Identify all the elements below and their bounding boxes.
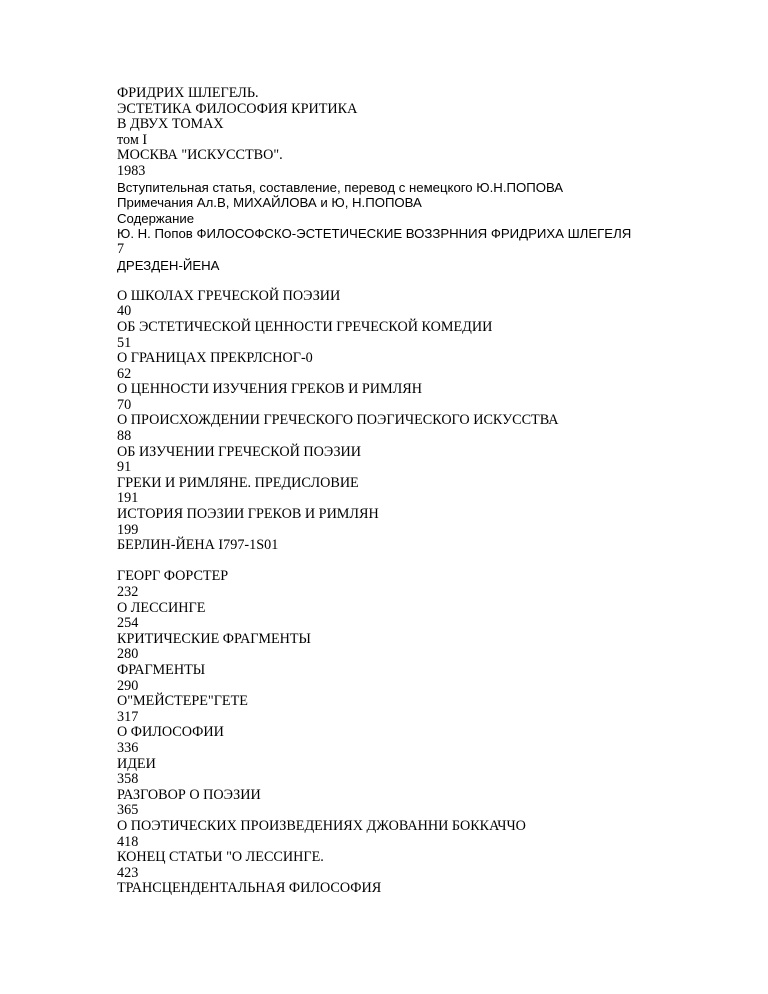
book-notes: Примечания Ал.В, МИХАЙЛОВА и Ю, Н.ПОПОВА xyxy=(117,195,422,211)
toc-entry-title: ТРАНСЦЕНДЕНТАЛЬНАЯ ФИЛОСОФИЯ xyxy=(117,880,382,897)
toc-entry-page: 254 xyxy=(117,615,139,632)
toc-entry-page: 290 xyxy=(117,677,139,694)
book-volume-number: том I xyxy=(117,131,148,148)
toc-entry-page: 62 xyxy=(117,365,132,382)
toc-entry-title: ИСТОРИЯ ПОЭЗИИ ГРЕКОВ И РИМЛЯН xyxy=(117,506,379,523)
book-year: 1983 xyxy=(117,162,146,179)
toc-entry-page: 358 xyxy=(117,771,139,788)
toc-entry-title: РАЗГОВОР О ПОЭЗИИ xyxy=(117,786,261,803)
toc-entry-title: О ГРАНИЦАХ ПРЕКРЛСНОГ-0 xyxy=(117,350,313,367)
toc-entry-title: КОНЕЦ СТАТЬИ "О ЛЕССИНГЕ. xyxy=(117,849,324,866)
toc-entry-page: 191 xyxy=(117,490,139,507)
intro-entry-title: Ю. Н. Попов ФИЛОСОФСКО-ЭСТЕТИЧЕСКИЕ ВОЗЗРННИЯ ФРИДРИХА ШЛЕГЕЛЯ xyxy=(117,226,632,242)
toc-section-dresden-jena xyxy=(117,289,717,539)
toc-entry-page: 91 xyxy=(117,459,132,476)
toc-entry-title: ОБ ИЗУЧЕНИИ ГРЕЧЕСКОЙ ПОЭЗИИ xyxy=(117,443,362,460)
contents-label: Содержание xyxy=(117,210,195,226)
document-page xyxy=(117,86,717,897)
book-author: ФРИДРИХ ШЛЕГЕЛЬ. xyxy=(117,85,259,101)
toc-entry-title: ГРЕКИ И РИМЛЯНЕ. ПРЕДИСЛОВИЕ xyxy=(117,474,359,491)
toc-entry-title: О ПОЭТИЧЕСКИХ ПРОИЗВЕДЕНИЯХ ДЖОВАННИ БОККАЧЧО xyxy=(117,817,526,834)
toc-entry-page: 280 xyxy=(117,646,139,663)
toc-entry-title: О"МЕЙСТЕРЕ"ГЕТЕ xyxy=(117,693,248,710)
toc-entry-title: О ШКОЛАХ ГРЕЧЕСКОЙ ПОЭЗИИ xyxy=(117,287,341,304)
toc-entry-page: 418 xyxy=(117,833,139,850)
toc-entry-page: 40 xyxy=(117,303,132,320)
toc-entry-page: 199 xyxy=(117,521,139,538)
toc-entry-title: КРИТИЧЕСКИЕ ФРАГМЕНТЫ xyxy=(117,630,311,647)
toc-entry-page: 232 xyxy=(117,584,139,600)
toc-section-berlin-jena xyxy=(117,569,717,896)
toc-entry-page: 423 xyxy=(117,864,139,881)
toc-entry-title: ГЕОРГ ФОРСТЕР xyxy=(117,568,229,585)
book-title: ЭСТЕТИКА ФИЛОСОФИЯ КРИТИКА xyxy=(117,100,358,117)
toc-entry-title: О ЛЕССИНГЕ xyxy=(117,599,206,616)
toc-entry-page: 365 xyxy=(117,802,139,819)
section-spacer xyxy=(117,554,717,570)
toc-entry-page: 51 xyxy=(117,334,132,351)
section-heading-berlin-jena: БЕРЛИН-ЙЕНА I797-1S01 xyxy=(117,537,279,554)
book-volumes: В ДВУХ ТОМАХ xyxy=(117,116,224,133)
section-heading-dresden-jena: ДРЕЗДЕН-ЙЕНА xyxy=(117,257,220,273)
toc-entry-title: ИДЕИ xyxy=(117,755,156,772)
toc-entry-title: О ЦЕННОСТИ ИЗУЧЕНИЯ ГРЕКОВ И РИМЛЯН xyxy=(117,381,422,398)
section-spacer xyxy=(117,273,717,289)
toc-entry-title: О ПРОИСХОЖДЕНИИ ГРЕЧЕСКОГО ПОЭГИЧЕСКОГО ИСКУССТВА xyxy=(117,412,559,429)
toc-entry-title: О ФИЛОСОФИИ xyxy=(117,724,224,741)
toc-entry-title: ОБ ЭСТЕТИЧЕСКОЙ ЦЕННОСТИ ГРЕЧЕСКОЙ КОМЕДИИ xyxy=(117,318,493,335)
toc-entry-page: 317 xyxy=(117,708,139,725)
intro-entry-page: 7 xyxy=(117,240,125,257)
toc-entry-page: 336 xyxy=(117,739,139,756)
book-credits: Вступительная статья, составление, перевод с немецкого Ю.Н.ПОПОВА xyxy=(117,179,564,195)
book-publisher: МОСКВА "ИСКУССТВО". xyxy=(117,147,283,164)
toc-entry-page: 70 xyxy=(117,396,132,413)
toc-entry-page: 88 xyxy=(117,428,132,445)
toc-entry-title: ФРАГМЕНТЫ xyxy=(117,661,206,678)
